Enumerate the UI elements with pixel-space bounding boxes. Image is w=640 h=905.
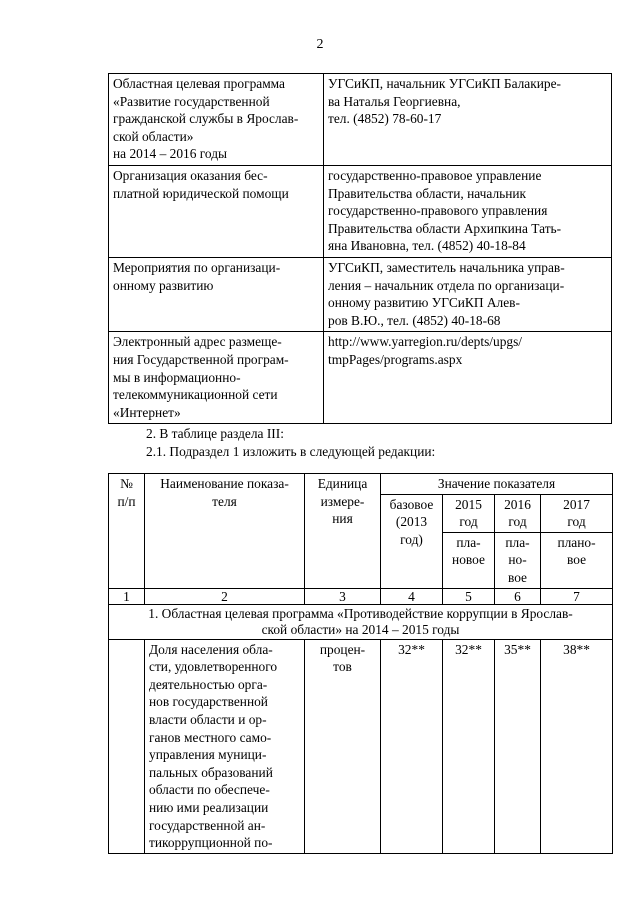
cell-text-line: ской области» на 2014 – 2015 годы: [261, 621, 460, 637]
cell-text-line: онному развитию УГСиКП Алев-: [328, 295, 520, 311]
table-row: [109, 332, 612, 424]
paragraph-table-section: 2. В таблице раздела III:: [146, 426, 284, 441]
header-2016: [495, 494, 541, 532]
cell-text-line: вое: [566, 552, 587, 568]
cell-text-line: Мероприятия по организаци-: [113, 259, 281, 275]
cell-text-line: (2013: [395, 514, 428, 530]
cell-text-line: год: [459, 514, 478, 530]
cell-text-line: год): [400, 531, 423, 547]
cell-text-line: на 2014 – 2016 годы: [113, 146, 228, 162]
cell-text-line: №: [120, 476, 133, 491]
cell-text-line: но-: [508, 552, 527, 568]
cell-text-line: яна Ивановна, тел. (4852) 40-18-84: [328, 238, 526, 254]
column-numbers-row: [109, 588, 613, 604]
cell-text-line: пла-: [505, 534, 530, 550]
cell-text-line: нов государственной: [149, 694, 268, 710]
indicators-table: [108, 473, 613, 854]
section-title-row: [109, 604, 613, 639]
cell-text-line: 1. Областная целевая программа «Противодействие коррупции в Ярослав-: [148, 605, 573, 621]
table-row: [109, 165, 612, 257]
cell-text-line: нию ими реализации: [149, 799, 269, 815]
paragraph-subsection: 2.1. Подраздел 1 изложить в следующей редакции:: [146, 444, 436, 459]
cell-text-line: год: [567, 514, 586, 530]
info-value-cell: [324, 74, 612, 166]
row-value-2017: 38**: [541, 639, 613, 853]
cell-text-line: сти, удовлетворенного: [149, 659, 278, 675]
cell-text-line: тов: [333, 659, 352, 675]
cell-text-line: вое: [507, 569, 528, 585]
cell-text-line: государственно-правовое управление: [328, 167, 542, 183]
header-unit: [305, 474, 381, 589]
cell-text-line: процен-: [319, 641, 366, 657]
cell-text-line: области по обеспече-: [149, 782, 270, 798]
cell-text-line: год: [508, 514, 527, 530]
page-number: 2: [316, 37, 324, 52]
cell-text-line: 2016: [504, 496, 531, 512]
cell-text-line: государственно-правового управления: [328, 203, 548, 219]
info-label-cell: [109, 332, 324, 424]
cell-text-line: плано-: [557, 534, 596, 550]
cell-text-line: тикоррупционной по-: [149, 835, 273, 851]
cell-text-line: пальных образований: [149, 764, 273, 780]
cell-text-line: телекоммуникационной сети: [113, 387, 278, 403]
responsible-persons-table: [108, 73, 612, 424]
header-plan-2015: [443, 532, 495, 588]
table-row: [109, 639, 613, 853]
cell-text-line: п/п: [117, 493, 136, 509]
cell-text-line: Единица: [317, 476, 368, 491]
cell-text-line: УГСиКП, заместитель начальника управ-: [328, 259, 565, 275]
header-num: [109, 474, 145, 589]
info-value-cell: [324, 257, 612, 331]
cell-text-line: измере-: [320, 493, 365, 509]
row-value-2016: 35**: [495, 639, 541, 853]
cell-text-line: «Интернет»: [113, 404, 181, 420]
cell-text-line: ганов местного само-: [149, 729, 272, 745]
info-label-cell: [109, 74, 324, 166]
cell-text-line: Правительства области Архипкина Тать-: [328, 220, 562, 236]
cell-text-line: ров В.Ю., тел. (4852) 40-18-68: [328, 312, 501, 328]
cell-text-line: гражданской службы в Ярослав-: [113, 111, 299, 127]
row-unit: [305, 639, 381, 853]
info-value-cell: [324, 332, 612, 424]
cell-text-line: Доля населения обла-: [149, 641, 273, 657]
row-num: [109, 639, 145, 853]
cell-text-line: ния: [332, 511, 353, 527]
info-label-cell: [109, 257, 324, 331]
cell-text-line: Областная целевая программа: [113, 76, 286, 91]
row-indicator-name: [145, 639, 305, 853]
row-base-value: 32**: [381, 639, 443, 853]
cell-text-line: власти области и ор-: [149, 711, 267, 727]
cell-text-line: ления – начальник отдела по организаци-: [328, 277, 565, 293]
cell-text-line: tmpPages/programs.aspx: [328, 351, 463, 367]
cell-text-line: новое: [452, 552, 485, 568]
cell-text-line: мы в информационно-: [113, 369, 241, 385]
cell-text-line: 2017: [563, 496, 590, 512]
row-value-2015: 32**: [443, 639, 495, 853]
info-label-cell: [109, 165, 324, 257]
cell-text-line: Электронный адрес размеще-: [113, 334, 282, 350]
cell-text-line: государственной ан-: [149, 817, 266, 833]
cell-text-line: 2015: [455, 496, 482, 512]
header-name: [145, 474, 305, 589]
cell-text-line: «Развитие государственной: [113, 93, 270, 109]
cell-text-line: платной юридической помощи: [113, 185, 289, 201]
cell-text-line: теля: [212, 493, 237, 509]
table-row: [109, 74, 612, 166]
header-value-group: Значение показателя: [381, 474, 613, 495]
cell-text-line: тел. (4852) 78-60-17: [328, 111, 442, 127]
cell-text-line: УГСиКП, начальник УГСиКП Балакире-: [328, 76, 562, 91]
cell-text-line: онному развитию: [113, 277, 214, 293]
col-num-2: 2: [145, 588, 305, 604]
cell-text-line: управления муници-: [149, 747, 267, 763]
cell-text-line: Организация оказания бес-: [113, 167, 268, 183]
header-2015: [443, 494, 495, 532]
cell-text-line: ской области»: [113, 128, 194, 144]
section-title: [109, 604, 613, 639]
table-row: [109, 257, 612, 331]
cell-text-line: Наименование показа-: [160, 476, 289, 491]
cell-text-line: пла-: [456, 534, 481, 550]
cell-text-line: http://www.yarregion.ru/depts/upgs/: [328, 334, 523, 350]
col-num-7: 7: [541, 588, 613, 604]
cell-text-line: ва Наталья Георгиевна,: [328, 93, 461, 109]
cell-text-line: Правительства области, начальник: [328, 185, 527, 201]
header-row-1: [109, 474, 613, 495]
header-base: [381, 494, 443, 588]
col-num-4: 4: [381, 588, 443, 604]
col-num-6: 6: [495, 588, 541, 604]
header-plan-2016: [495, 532, 541, 588]
col-num-1: 1: [109, 588, 145, 604]
header-plan-2017: [541, 532, 613, 588]
cell-text-line: деятельностью орга-: [149, 676, 268, 692]
header-2017: [541, 494, 613, 532]
col-num-3: 3: [305, 588, 381, 604]
info-value-cell: [324, 165, 612, 257]
col-num-5: 5: [443, 588, 495, 604]
cell-text-line: ния Государственной програм-: [113, 351, 289, 367]
cell-text-line: базовое: [389, 496, 434, 512]
